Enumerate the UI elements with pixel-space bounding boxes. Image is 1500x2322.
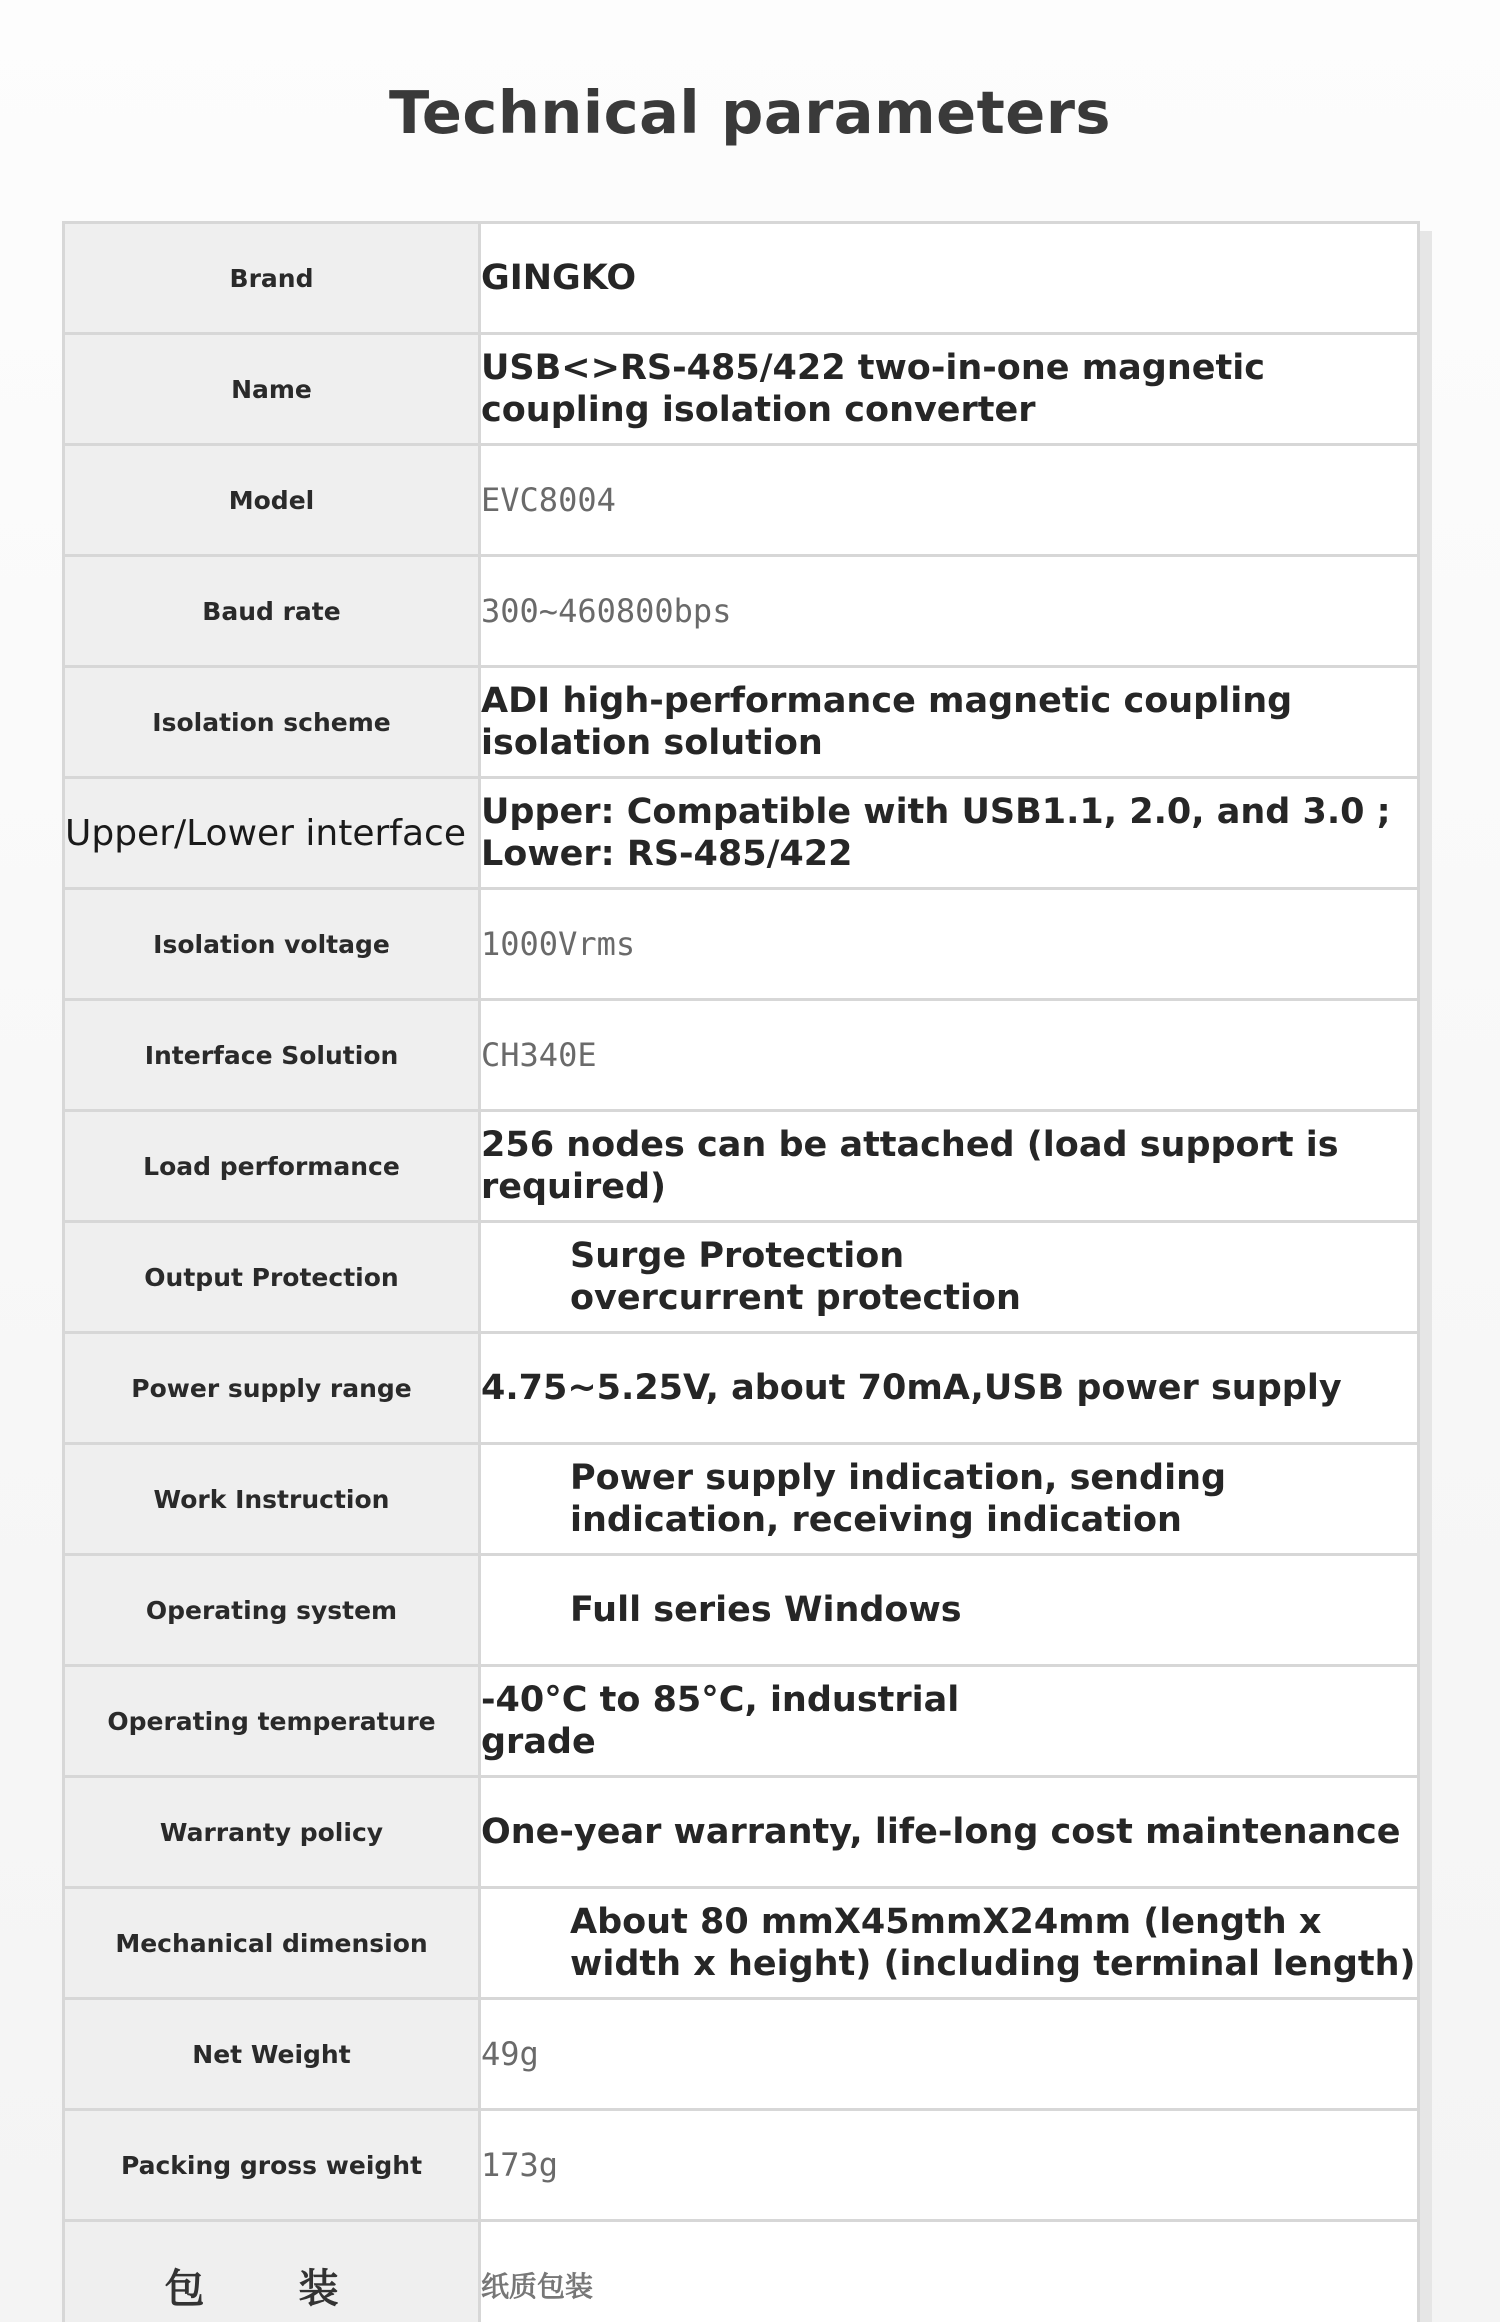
table-row (64, 556, 1419, 667)
row-label: Isolation scheme (64, 667, 480, 778)
table-row (64, 1222, 1419, 1333)
row-label: Output Protection (64, 1222, 480, 1333)
row-label: Upper/Lower interface (64, 778, 480, 889)
row-value: About 80 mmX45mmX24mm (length x width x height) (including terminal length) (480, 1888, 1419, 1999)
table-row (64, 223, 1419, 334)
row-value: 256 nodes can be attached (load support is required) (480, 1111, 1419, 1222)
table-row (64, 1999, 1419, 2110)
table-row (64, 1333, 1419, 1444)
row-label: Power supply range (64, 1333, 480, 1444)
row-value-line: overcurrent protection (570, 1278, 1021, 1318)
row-value: USB<>RS-485/422 two-in-one magnetic coupling isolation converter (480, 334, 1419, 445)
row-value-line: Surge Protection (570, 1236, 905, 1276)
row-label: Load performance (64, 1111, 480, 1222)
row-label: Brand (64, 223, 480, 334)
table-row (64, 2221, 1419, 2322)
row-label: Mechanical dimension (64, 1888, 480, 1999)
row-value: Power supply indication, sending indication, receiving indication (480, 1444, 1419, 1555)
row-value (480, 2221, 1419, 2322)
row-label: Interface Solution (64, 1000, 480, 1111)
row-value: CH340E (480, 1000, 1419, 1111)
row-value: 300~460800bps (480, 556, 1419, 667)
row-value: Upper: Compatible with USB1.1, 2.0, and 3.0 ; Lower: RS-485/422 (480, 778, 1419, 889)
row-value: Full series Windows (480, 1555, 1419, 1666)
row-value: 173g (480, 2110, 1419, 2221)
row-label: Operating temperature (64, 1666, 480, 1777)
row-label-text: 包 装 (164, 2265, 379, 2312)
parameters-table-wrapper (62, 221, 1420, 2322)
table-row (64, 1444, 1419, 1555)
row-value: One-year warranty, life-long cost maintenance (480, 1777, 1419, 1888)
table-row (64, 667, 1419, 778)
parameters-table (62, 221, 1420, 2322)
table-row (64, 889, 1419, 1000)
table-row (64, 778, 1419, 889)
row-label: Net Weight (64, 1999, 480, 2110)
row-value: ADI high-performance magnetic coupling isolation solution (480, 667, 1419, 778)
row-label: Isolation voltage (64, 889, 480, 1000)
row-label: Baud rate (64, 556, 480, 667)
table-row (64, 334, 1419, 445)
row-label: Name (64, 334, 480, 445)
row-label: Packing gross weight (64, 2110, 480, 2221)
row-value-text: 纸质包装 (481, 2270, 594, 2303)
table-row (64, 2110, 1419, 2221)
row-label: Warranty policy (64, 1777, 480, 1888)
table-row (64, 445, 1419, 556)
row-value (480, 1666, 1419, 1777)
table-row (64, 1000, 1419, 1111)
row-value: EVC8004 (480, 445, 1419, 556)
table-row (64, 1666, 1419, 1777)
row-label: Model (64, 445, 480, 556)
row-value-line: grade (481, 1722, 596, 1762)
table-row (64, 1777, 1419, 1888)
row-value: GINGKO (480, 223, 1419, 334)
row-value: 49g (480, 1999, 1419, 2110)
table-row (64, 1888, 1419, 1999)
row-value (480, 1222, 1419, 1333)
row-value-line: -40°C to 85°C, industrial (481, 1680, 960, 1720)
table-row (64, 1555, 1419, 1666)
table-row (64, 1111, 1419, 1222)
row-label: Operating system (64, 1555, 480, 1666)
row-label: Work Instruction (64, 1444, 480, 1555)
row-value: 1000Vrms (480, 889, 1419, 1000)
page-title: Technical parameters (388, 78, 1112, 147)
row-value: 4.75~5.25V, about 70mA,USB power supply (480, 1333, 1419, 1444)
row-label (64, 2221, 480, 2322)
